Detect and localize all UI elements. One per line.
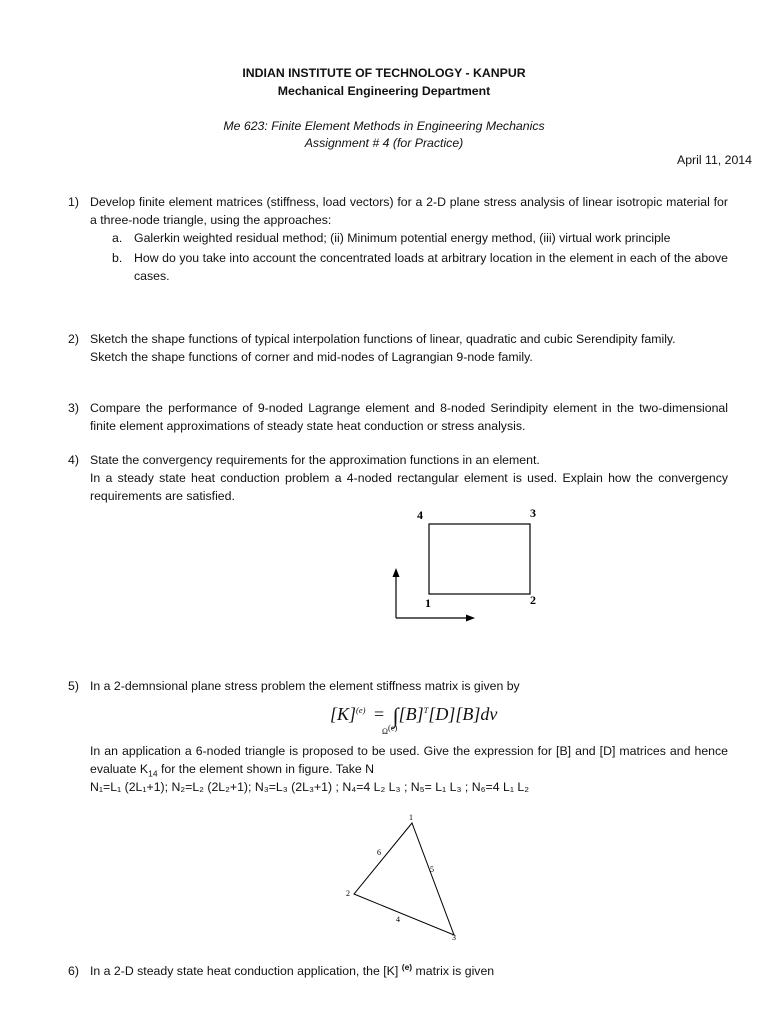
- k-subscript: 14: [148, 768, 158, 779]
- node-label-2: 2: [530, 593, 536, 607]
- eq-rhs-rest: [D][B]dv: [428, 704, 498, 725]
- eq-equals: =: [373, 704, 385, 725]
- question-5-body: [68, 742, 728, 796]
- question-text: [90, 962, 728, 980]
- question-1: [68, 193, 728, 285]
- question-text: [90, 742, 728, 778]
- question-text-line-1: Sketch the shape functions of typical interpolation functions of linear, quadratic and cubic Serendipity family.: [90, 332, 676, 346]
- element-rectangle: [429, 524, 530, 594]
- node-label-1: 1: [425, 596, 431, 610]
- question-text-line-2: Sketch the shape functions of corner and mid-nodes of Lagrangian 9-node family.: [90, 350, 533, 364]
- sub-item-text: Galerkin weighted residual method; (ii) Minimum potential energy method, (iii) virtual work principle: [134, 231, 671, 245]
- question-text-a: In a 2-D steady state heat conduction application, the [K]: [90, 964, 399, 978]
- question-3: [68, 399, 728, 435]
- question-text: Compare the performance of 9-noded Lagrange element and 8-noded Serindipity element in the two-dimensional finite element approximations of steady state heat conduction or stress analysis.: [90, 401, 728, 433]
- course-title: Me 623: Finite Element Methods in Engineering Mechanics: [223, 119, 545, 133]
- assignment-date: April 11, 2014: [677, 153, 752, 167]
- institute-title: INDIAN INSTITUTE OF TECHNOLOGY - KANPUR: [242, 66, 526, 80]
- question-number: 3): [68, 401, 79, 415]
- node-label-2: 2: [346, 889, 350, 898]
- eq-lhs-sup: (e): [356, 705, 366, 716]
- question-text-b: for the element shown in figure. Take N: [157, 762, 375, 776]
- stiffness-equation: [330, 703, 498, 736]
- eq-integral: ∫: [392, 703, 399, 728]
- question-number: 5): [68, 679, 79, 693]
- node-label-4: 4: [396, 915, 400, 924]
- sub-item-a: [112, 229, 728, 247]
- question-text-line-2: In a steady state heat conduction problem a 4-noded rectangular element is used. Explain how the convergency requirements are satisfied.: [90, 471, 728, 503]
- question-text-a: In an application a 6-noded triangle is proposed to be used. Give the expression for [B] and [D] matrices and hence evaluate K: [90, 744, 728, 776]
- eq-b-matrix: [B]: [398, 704, 424, 725]
- question-2: [68, 330, 728, 366]
- department-title: Mechanical Engineering Department: [277, 84, 491, 98]
- question-text: Develop finite element matrices (stiffness, load vectors) for a 2-D plane stress analysis of linear isotropic material for a three-node triangle, using the approaches:: [90, 195, 728, 227]
- sub-item-label: a.: [112, 231, 123, 245]
- node-label-5: 5: [430, 865, 434, 874]
- k-superscript: (e): [401, 961, 413, 972]
- y-axis-arrowhead: [393, 568, 400, 577]
- shape-functions: N₁=L₁ (2L₁+1); N₂=L₂ (2L₂+1); N₃=L₃ (2L₃+1) ; N₄=4 L₂ L₃ ; N₅= L₁ L₃ ; N₆=4 L₁ L₂: [90, 780, 530, 794]
- node-label-3: 3: [452, 933, 456, 942]
- eq-domain-sup: (e): [387, 722, 398, 733]
- eq-domain: Ω: [382, 727, 388, 736]
- sub-item-label: b.: [112, 251, 123, 265]
- rectangular-element-figure: [380, 500, 560, 630]
- x-axis-arrowhead: [466, 615, 475, 622]
- question-text-line-1: State the convergency requirements for the approximation functions in an element.: [90, 453, 540, 467]
- sub-item-b: [112, 249, 728, 285]
- question-4: [68, 451, 728, 505]
- question-text-b: matrix is given: [412, 964, 495, 978]
- question-number: 4): [68, 453, 79, 467]
- node-label-1: 1: [409, 813, 413, 822]
- eq-lhs: [K]: [330, 704, 357, 725]
- eq-transpose: T: [423, 705, 429, 716]
- sub-item-text: How do you take into account the concentrated loads at arbitrary location in the element in each of the above cases.: [134, 251, 728, 283]
- question-6: [68, 962, 728, 980]
- triangle-element-figure: [340, 810, 470, 945]
- question-number: 6): [68, 964, 79, 978]
- node-label-6: 6: [377, 848, 381, 857]
- question-number: 2): [68, 332, 79, 346]
- question-5: [68, 677, 728, 695]
- element-triangle: [354, 823, 454, 935]
- node-label-4: 4: [417, 508, 423, 522]
- question-number: 1): [68, 195, 79, 209]
- assignment-title: Assignment # 4 (for Practice): [304, 136, 464, 150]
- node-label-3: 3: [530, 506, 536, 520]
- question-intro: In a 2-demnsional plane stress problem the element stiffness matrix is given by: [90, 679, 520, 693]
